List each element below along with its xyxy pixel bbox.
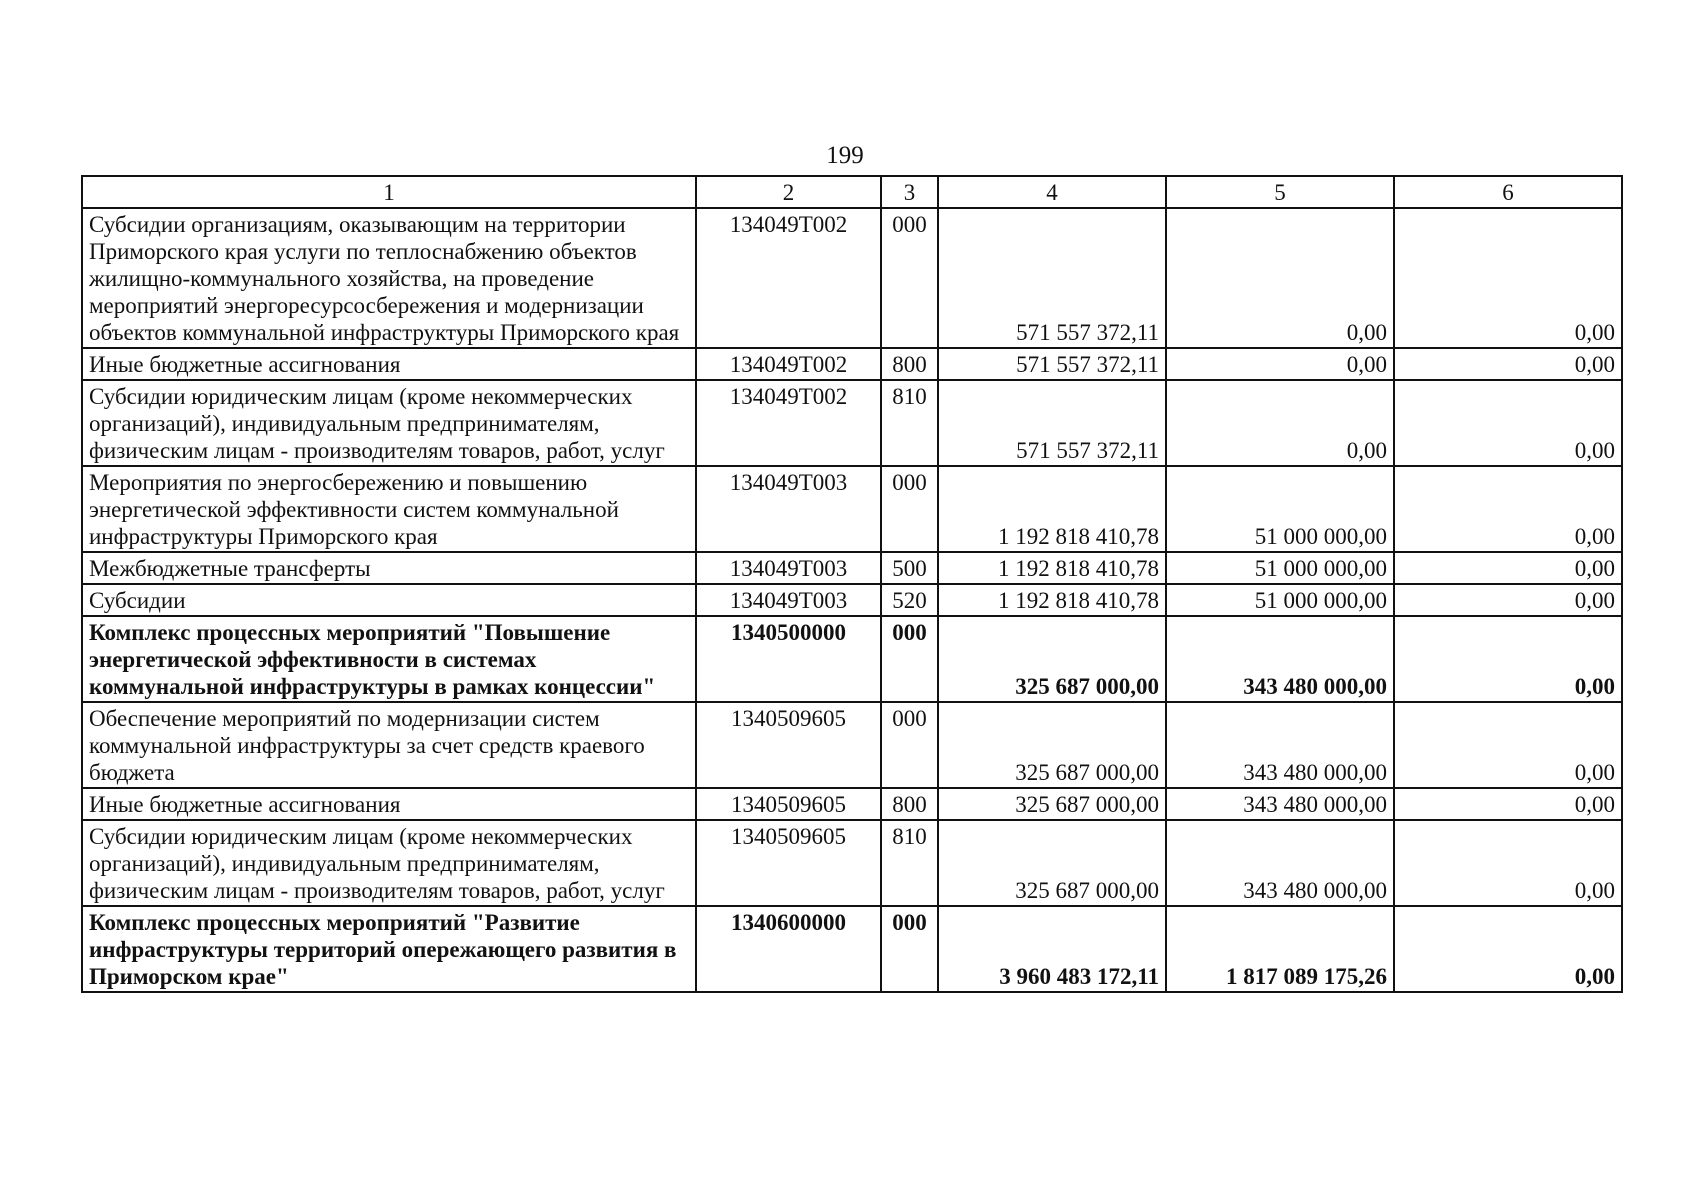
- row-expense-type: 810: [881, 380, 938, 466]
- row-name: Иные бюджетные ассигнования: [82, 348, 696, 380]
- row-code: 1340500000: [696, 616, 881, 702]
- table-header-row: [82, 176, 1622, 208]
- row-name: Обеспечение мероприятий по модернизации систем коммунальной инфраструктуры за счет средств краевого бюджета: [82, 702, 696, 788]
- row-expense-type: 000: [881, 702, 938, 788]
- row-value-col6: 0,00: [1394, 208, 1622, 348]
- row-name: Субсидии юридическим лицам (кроме некоммерческих организаций), индивидуальным предпринимателям, физическим лицам - производителям товаров, работ, услуг: [82, 820, 696, 906]
- row-value-col4: 1 192 818 410,78: [938, 466, 1166, 552]
- row-code: 134049Т003: [696, 552, 881, 584]
- row-value-col5: 51 000 000,00: [1166, 466, 1394, 552]
- row-code: 134049Т002: [696, 208, 881, 348]
- header-col-2: 2: [696, 176, 881, 208]
- row-expense-type: 000: [881, 466, 938, 552]
- table-row: [82, 208, 1622, 348]
- row-code: 1340509605: [696, 702, 881, 788]
- row-value-col4: 3 960 483 172,11: [938, 906, 1166, 992]
- table-row-section: [82, 906, 1622, 992]
- row-value-col4: 325 687 000,00: [938, 702, 1166, 788]
- header-col-6: 6: [1394, 176, 1622, 208]
- table-row: [82, 702, 1622, 788]
- header-col-5: 5: [1166, 176, 1394, 208]
- row-name: Субсидии организациям, оказывающим на территории Приморского края услуги по теплоснабжению объектов жилищно-коммунального хозяйства, на проведение мероприятий энергоресурсосбережения и модернизации объектов коммунальной инфраструктуры Приморского края: [82, 208, 696, 348]
- row-expense-type: 000: [881, 208, 938, 348]
- row-value-col5: 0,00: [1166, 208, 1394, 348]
- table-row: [82, 466, 1622, 552]
- row-value-col5: 51 000 000,00: [1166, 552, 1394, 584]
- row-expense-type: 000: [881, 906, 938, 992]
- row-value-col5: 343 480 000,00: [1166, 788, 1394, 820]
- row-expense-type: 810: [881, 820, 938, 906]
- page-number: 199: [826, 142, 864, 169]
- table-row-section: [82, 616, 1622, 702]
- row-name: Комплекс процессных мероприятий "Развитие инфраструктуры территорий опережающего развития в Приморском крае": [82, 906, 696, 992]
- row-value-col6: 0,00: [1394, 702, 1622, 788]
- row-value-col4: 325 687 000,00: [938, 616, 1166, 702]
- row-name: Межбюджетные трансферты: [82, 552, 696, 584]
- row-code: 1340509605: [696, 820, 881, 906]
- row-value-col6: 0,00: [1394, 788, 1622, 820]
- row-code: 134049Т002: [696, 380, 881, 466]
- row-name: Субсидии юридическим лицам (кроме некоммерческих организаций), индивидуальным предпринимателям, физическим лицам - производителям товаров, работ, услуг: [82, 380, 696, 466]
- row-value-col6: 0,00: [1394, 380, 1622, 466]
- table-row: [82, 820, 1622, 906]
- row-value-col5: 343 480 000,00: [1166, 820, 1394, 906]
- row-value-col4: 1 192 818 410,78: [938, 584, 1166, 616]
- row-value-col5: 0,00: [1166, 380, 1394, 466]
- row-expense-type: 520: [881, 584, 938, 616]
- header-col-3: 3: [881, 176, 938, 208]
- row-value-col5: 343 480 000,00: [1166, 616, 1394, 702]
- row-value-col5: 1 817 089 175,26: [1166, 906, 1394, 992]
- row-code: 1340509605: [696, 788, 881, 820]
- row-value-col4: 325 687 000,00: [938, 820, 1166, 906]
- row-value-col6: 0,00: [1394, 616, 1622, 702]
- row-value-col5: 51 000 000,00: [1166, 584, 1394, 616]
- row-value-col6: 0,00: [1394, 820, 1622, 906]
- row-value-col6: 0,00: [1394, 466, 1622, 552]
- table-row: [82, 380, 1622, 466]
- row-code: 134049Т003: [696, 584, 881, 616]
- row-value-col4: 571 557 372,11: [938, 380, 1166, 466]
- row-code: 134049Т003: [696, 466, 881, 552]
- row-expense-type: 800: [881, 788, 938, 820]
- row-value-col4: 571 557 372,11: [938, 348, 1166, 380]
- row-value-col5: 343 480 000,00: [1166, 702, 1394, 788]
- row-value-col4: 1 192 818 410,78: [938, 552, 1166, 584]
- row-value-col5: 0,00: [1166, 348, 1394, 380]
- row-value-col6: 0,00: [1394, 552, 1622, 584]
- row-expense-type: 500: [881, 552, 938, 584]
- row-name: Мероприятия по энергосбережению и повышению энергетической эффективности систем коммунальной инфраструктуры Приморского края: [82, 466, 696, 552]
- row-name: Иные бюджетные ассигнования: [82, 788, 696, 820]
- row-expense-type: 800: [881, 348, 938, 380]
- header-col-4: 4: [938, 176, 1166, 208]
- row-expense-type: 000: [881, 616, 938, 702]
- row-name: Субсидии: [82, 584, 696, 616]
- row-value-col4: 325 687 000,00: [938, 788, 1166, 820]
- table-row: [82, 552, 1622, 584]
- row-code: 134049Т002: [696, 348, 881, 380]
- row-value-col4: 571 557 372,11: [938, 208, 1166, 348]
- table-row: [82, 348, 1622, 380]
- row-value-col6: 0,00: [1394, 348, 1622, 380]
- row-code: 1340600000: [696, 906, 881, 992]
- row-value-col6: 0,00: [1394, 906, 1622, 992]
- table-row: [82, 584, 1622, 616]
- budget-table: [81, 175, 1623, 993]
- header-col-1: 1: [82, 176, 696, 208]
- row-value-col6: 0,00: [1394, 584, 1622, 616]
- table-row: [82, 788, 1622, 820]
- row-name: Комплекс процессных мероприятий "Повышение энергетической эффективности в системах коммунальной инфраструктуры в рамках концессии": [82, 616, 696, 702]
